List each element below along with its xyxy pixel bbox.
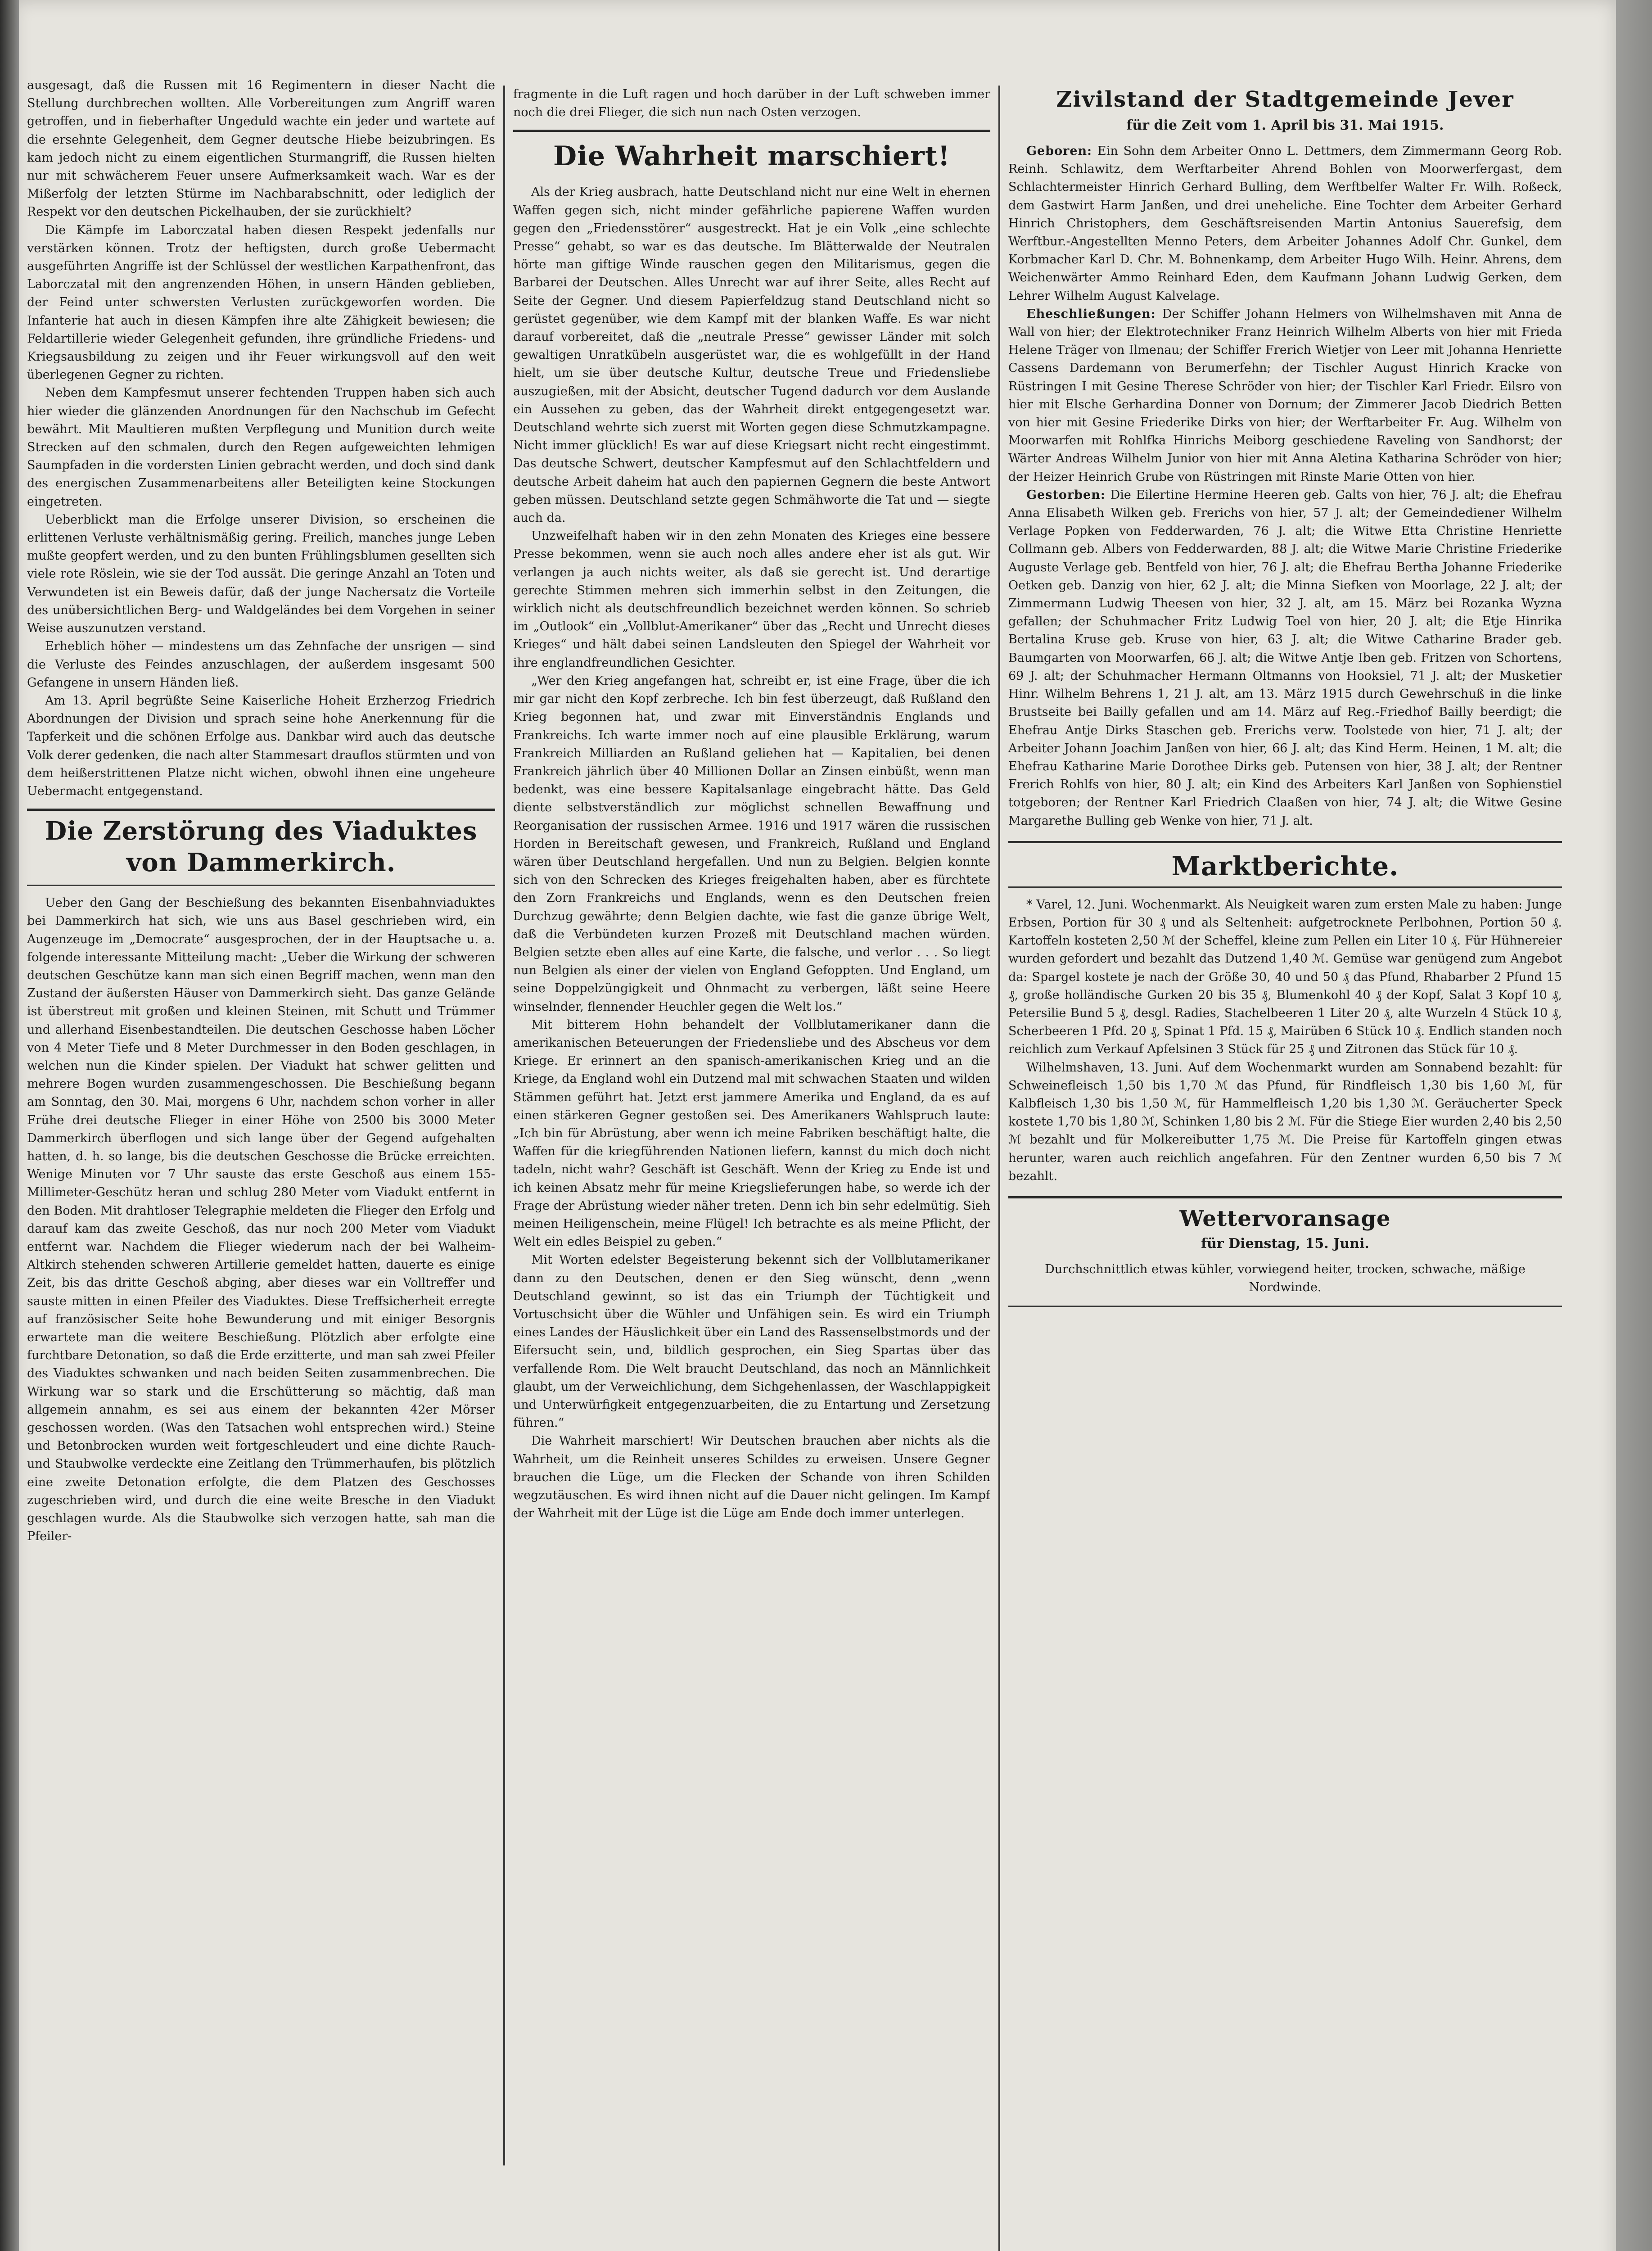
- wetter-text: Durchschnittlich etwas kühler, vorwiegend heiter, trocken, schwache, mäßige Nordwinde.: [1045, 1262, 1526, 1295]
- section-divider: [1008, 1196, 1562, 1198]
- markt-wilhelmshaven: Wilhelmshaven, 13. Juni. Auf dem Wochenmarkt wurden am Sonnabend bezahlt: für Schweinefleisch 1,50 bis 1,70 ℳ das Pfund, für Rindfleisch 1,30 bis 1,60 ℳ, für Kalbfleisch 1,30 bis 1,50 ℳ, für Hammelfleisch 1,20 bis 1,30 ℳ. Geräucherter Speck kostete 1,70 bis 1,80 ℳ, Schinken 1,80 bis 2 ℳ. Für die Stiege Eier wurden 2,40 bis 2,50 ℳ bezahlt und für Molkereibutter 1,75 ℳ. Die Preise für Kartoffeln gingen etwas herunter, waren auch reichlich angefahren. Für den Zentner wurden 6,50 bis 7 ℳ bezahlt.: [1008, 1060, 1562, 1183]
- article-paragraph: „Wer den Krieg angefangen hat, schreibt er, ist eine Frage, über die ich mir gar nicht den Kopf zerbreche. Ich bin fest überzeugt, daß Rußland den Krieg begonnen hat, und zwar mit Einverständnis Englands und Frankreichs. Ich warte immer noch auf eine plausible Erklärung, warum Frankreich Milliarden an Rußland geliehen hat — Kapitalien, bei denen Frankreich jährlich über 40 Millionen Dollar an Zinsen einbüßt, wenn man bedenkt, was eine bessere Kapitalsanlage eingebracht hätte. Das Geld diente selbstverständlich zur möglichst schnellen Bewaffnung und Reorganisation der russischen Armee. 1916 und 1917 wären die russischen Horden in Bereitschaft gewesen, und Frankreich, Rußland und England wären über Deutschland hergefallen. Und nun zu Belgien. Belgien konnte sich von den Schrecken des Krieges freigehalten haben, aber es fürchtete den Zorn Frankreichs und Englands, wenn es den Deutschen freien Durchzug gewährte; denn Belgien dachte, wie fast die ganze übrige Welt, daß die Verbündeten kurzen Prozeß mit Deutschland machen würden. Belgien setzte eben alles auf eine Karte, die falsche, und verlor . . . So liegt nun Belgien als einer der vielen von England Gefoppten. Und England, um seine Doppelzüngigkeit und Ohnmacht zu verbergen, läßt seine Heere winselnder, flennender Heuchler gegen die Welt los.“: [513, 673, 990, 1014]
- label-geboren: Geboren:: [1026, 144, 1092, 158]
- article-paragraph: fragmente in die Luft ragen und hoch darüber in der Luft schweben immer noch die drei Flieger, die sich nun nach Osten verzogen.: [513, 87, 990, 120]
- eheschliessungen-text: Der Schiffer Johann Helmers von Wilhelmshaven mit Anna de Wall von hier; der Elektrotechniker Franz Heinrich Wilhelm Alberts von hier mit Frieda Helene Träger von Ilmenau; der Schiffer Frerich Wietjer von Leer mit Johanna Henriette Cassens Dardemann von Berumerfehn; der Tischler August Hinrich Kracke von Rüstringen I mit Gesine Therese Schröder von hier; der Tischler Karl Friedr. Eilsro von hier mit Elsche Gerhardina Donner von Dornum; der Zimmerer Jacob Diedrich Betten von hier mit Gesine Friederike Dirks von hier; der Werftarbeiter Fr. Aug. Wilhelm von Moorwarfen mit Rohlfka Hinrichs Meiborg geschiedene Raveling von Sandhorst; der Wärter Andreas Wilhelm Junior von hier mit Anna Aletina Katharina Schröder von hier; der Heizer Heinrich Grube von Rüstringen mit Rinste Marie Otten von hier.: [1008, 307, 1562, 484]
- article-paragraph: Mit Worten edelster Begeisterung bekennt sich der Vollblutamerikaner dann zu den Deutschen, denen er den Sieg wünscht, denn „wenn Deutschland gewinnt, so ist das ein Triumph der Tüchtigkeit und Vortuschsicht über die Wühler und Unfähigen sein. Es wird ein Triumph eines Landes der Häuslichkeit über ein Land des Rassenselbstmords und der Eifersucht sein, und, bildlich gesprochen, ein Sieg Spartas über das verfallende Rom. Die Welt braucht Deutschland, das noch an Männlichkeit glaubt, um der Verweichlichung, dem Sichgehenlassen, der Waschlappigkeit und Unterwürfigkeit entgegenzuarbeiten, die zu Entartung und Zersetzung führen.“: [513, 1253, 990, 1430]
- headline-underline: [27, 885, 495, 886]
- headline-wahrheit: Die Wahrheit marschiert!: [553, 140, 950, 172]
- article-paragraph: Ueber den Gang der Beschießung des bekannten Eisenbahnviaduktes bei Dammerkirch hat sich, wie uns aus Basel geschrieben wird, ein Augenzeuge im „Democrate“ ausgesprochen, der in der Hauptsache u. a. folgende interessante Mitteilung macht: „Ueber die Wirkung der schweren deutschen Geschütze kann man sich einen Begriff machen, wenn man den Zustand der äußersten Häuser von Dammerkirch sieht. Das ganze Gelände ist überstreut mit großen und kleinen Steinen, mit Schutt und Trümmer und allerhand Eisenbestandteilen. Die deutschen Geschosse haben Löcher von 4 Meter Tiefe und 8 Meter Durchmesser in den Boden geschlagen, in welchen nun die Kinder spielen. Der Viadukt hat schwer gelitten und mehrere Bogen wurden zusammengeschossen. Die Beschießung begann am Sonntag, den 30. Mai, morgens 6 Uhr, nachdem schon vorher in aller Frühe drei deutsche Flieger in einer Höhe von 2500 bis 3000 Meter Dammerkirch überflogen und sich lange über der Gegend aufgehalten hatten, d. h. so lange, bis die deutschen Geschosse die Brücke erreichten. Wenige Minuten vor 7 Uhr sauste das erste Geschoß aus einem 155-Millimeter-Geschütz heran und schlug 280 Meter vom Viadukt entfernt in den Boden. Mit drahtloser Telegraphie meldeten die Flieger den Erfolg und darauf kam das zweite Geschoß, das nur noch 200 Meter vom Viadukt entfernt war. Nachdem die Flieger wiederum nach der bei Walheim-Altkirch stehenden schweren Artillerie gemeldet hatten, dauerte es einige Zeit, bis das dritte Geschoß abging, aber dieses war ein Volltreffer und sauste mitten in einen Pfeiler des Viaduktes. Diese Treffsicherheit erregte auf französischer Seite hohe Bewunderung und mit einiger Besorgnis erwartete man die weitere Beschießung. Plötzlich aber erfolgte eine furchtbare Detonation, so daß die Erde erzitterte, und man sah zwei Pfeiler des Viaduktes schwanken und nach beiden Seiten zusammenbrechen. Die Wirkung war so stark und die Erschütterung so mächtig, daß man allgemein annahm, es sei aus einem der bekannten 42er Mörser geschossen worden. (Was den Tatsachen wohl entsprechen wird.) Steine und Betonbrocken wurden weit fortgeschleudert und eine dichte Rauch- und Staubwolke verdeckte eine Zeitlang den Trümmerhaufen, bis plötzlich eine zweite Detonation erfolgte, die dem Platzen des Geschosses zugeschrieben wird, und durch die eine weite Bresche in den Viadukt geschlagen wurde. Als die Staubwolke sich verzogen hatte, sah man die Pfeiler-: [27, 896, 495, 1544]
- column-rule: [503, 86, 505, 2165]
- column-middle: [513, 86, 990, 2251]
- newspaper-page: [14, 0, 1616, 2251]
- article-paragraph: Am 13. April begrüßte Seine Kaiserliche Hoheit Erzherzog Friedrich Abordnungen der Division und sprach seine hohe Anerkennung für die Tapferkeit und die schönen Erfolge aus. Dankbar wird auch das deutsche Volk derer gedenken, die nach alter Stammesart drauflos stürmten und von dem heißerstrittenen Platze nicht wichen, obwohl ihnen eine ungeheure Uebermacht entgegenstand.: [27, 693, 495, 798]
- article-paragraph: Unzweifelhaft haben wir in den zehn Monaten des Krieges eine bessere Presse bekommen, wenn sie auch noch alles andere eher ist als gut. Wir verlangen ja auch nichts weiter, als daß sie gerecht ist. Und derartige gerechte Stimmen mehren sich immerhin selbst in den Zeitungen, die wirklich nicht als deutschfreundlich bezeichnet werden können. So schrieb im „Outlook“ ein „Vollblut-Amerikaner“ über das „Recht und Unrecht dieses Krieges“ und hält dabei seinen Landsleuten den Spiegel der Wahrheit vor ihre englandfreundlichen Gesichter.: [513, 529, 990, 670]
- article-paragraph: Erheblich höher — mindestens um das Zehnfache der unsrigen — sind die Verluste des Feindes anzuschlagen, der außerdem insgesamt 500 Gefangene in unsern Händen ließ.: [27, 639, 495, 690]
- markt-varel: * Varel, 12. Juni. Wochenmarkt. Als Neuigkeit waren zum ersten Male zu haben: Junge Erbsen, Portion für 30 ₰ und als Seltenheit: aufgetrocknete Perlbohnen, Portion 50 ₰. Kartoffeln kosteten 2,50 ℳ der Scheffel, kleine zum Pellen ein Liter 10 ₰. Für Hühnereier wurden gefordert und bezahlt das Dutzend 1,40 ℳ. Gemüse war genügend zum Angebot da: Spargel kostete je nach der Größe 30, 40 und 50 ₰ das Pfund, Rhabarber 2 Pfund 15 ₰, große holländische Gurken 20 bis 35 ₰, Blumenkohl 40 ₰ der Kopf, Salat 3 Kopf 10 ₰, Petersilie Bund 5 ₰, desgl. Radies, Stachelbeeren 1 Liter 20 ₰, alte Wurzeln 4 Stück 10 ₰, Scherbeeren 1 Pfd. 20 ₰, Spinat 1 Pfd. 15 ₰, Mairüben 6 Stück 10 ₰. Endlich standen noch reichlich zum Verkauf Apfelsinen 3 Stück für 25 ₰ und Zitronen das Stück für 10 ₰.: [1008, 897, 1562, 1057]
- book-spine-shadow: [0, 0, 19, 2251]
- article-paragraph: Neben dem Kampfesmut unserer fechtenden Truppen haben sich auch hier wieder die glänzenden Anordnungen für den Nachschub im Gefecht bewährt. Mit Maultieren mußten Verpflegung und Munition durch weite Strecken auf den schmalen, durch den Regen aufgeweichten lehmigen Saumpfaden in die vordersten Linien gebracht werden, und doch sind dank des energischen Zusammenarbeitens aller Beteiligten keine Stockungen eingetreten.: [27, 386, 495, 509]
- geboren-text: Ein Sohn dem Arbeiter Onno L. Dettmers, dem Zimmermann Georg Rob. Reinh. Schlawitz, dem Werftarbeiter Ahrend Bohlen von Moorwerfergast, dem Schlachtermeister Hinrich Gerhard Bulling, dem Werftbelfer Walter Fr. Wilh. Roßeck, dem Gastwirt Harm Janßen, und drei uneheliche. Eine Tochter dem Arbeiter Gerhard Hinrich Christophers, dem Geschäftsreisenden Martin Antonius Sauerefsig, dem Werftbur.-Angestellten Menno Peters, dem Arbeiter Johannes Adolf Chr. Gunkel, dem Korbmacher Karl D. Chr. M. Bohnenkamp, dem Arbeiter Hugo Wilh. Heinr. Ahrens, dem Weichenwärter Ammo Reinhard Eden, dem Kaufmann Johann Ludwig Gerken, dem Lehrer Wilhelm August Kalvelage.: [1008, 144, 1562, 303]
- section-divider: [1008, 1306, 1562, 1307]
- label-eheschliessungen: Eheschließungen:: [1026, 307, 1156, 321]
- label-gestorben: Gestorben:: [1026, 488, 1106, 502]
- headline-wettervoransage: Wettervoransage: [1179, 1206, 1391, 1231]
- gestorben-text: Die Eilertine Hermine Heeren geb. Galts von hier, 76 J. alt; die Ehefrau Anna Elisabeth Wilken geb. Frerichs von hier, 57 J. alt; der Gemeindediener Wilhelm Verlage Popken von Fedderwarden, 76 J. alt; die Witwe Etta Christine Henriette Collmann geb. Albers von Fedderwarden, 88 J. alt; die Witwe Marie Christine Friederike Auguste Verlage geb. Bentfeld von hier, 76 J. alt; die Ehefrau Bertha Johanne Friederike Oetken geb. Danzig von hier, 62 J. alt; die Minna Siefken von Moorlage, 22 J. alt; der Zimmermann Ludwig Theesen von hier, 32 J. alt, am 15. März bei Rozanka Wyzna gefallen; der Schuhmacher Fritz Ludwig Toel von hier, 20 J. alt; die Etje Hinrika Bertalina Kruse geb. Kruse von hier, 63 J. alt; die Witwe Catharine Brader geb. Baumgarten von Moorwarfen, 66 J. alt; die Witwe Antje Iben geb. Fritzen von Schortens, 69 J. alt; der Schuhmacher Hermann Oltmanns von Hooksiel, 71 J. alt; der Musketier Hinr. Wilhelm Behrens 1, 21 J. alt, am 13. März 1915 durch Gewehrschuß in die linke Brustseite bei Bailly gefallen und am 14. März auf Reg.-Friedhof Bailly beerdigt; die Ehefrau Antje Dirks Staschen geb. Frerichs verw. Toolstede von hier, 71 J. alt; der Arbeiter Johann Joachim Janßen von hier, 66 J. alt; das Kind Herm. Heinen, 1 M. alt; die Ehefrau Katharine Marie Dorothee Dirks geb. Putensen von hier, 38 J. alt; der Rentner Frerich Rohlfs von hier, 80 J. alt; ein Kind des Arbeiters Karl Janßen von Sophienstiel totgeboren; der Rentner Karl Friedrich Claaßen von hier, 74 J. alt; die Witwe Gesine Margarethe Bulling geb Wenke von hier, 71 J. alt.: [1008, 488, 1562, 828]
- article-paragraph: Die Kämpfe im Laborczatal haben diesen Respekt jedenfalls nur verstärken können. Trotz der heftigsten, durch große Uebermacht ausgeführten Angriffe ist der Schlüssel der westlichen Karpathenfront, das Laborczatal mit den angrenzenden Höhen, in unsern Händen geblieben, der Feind unter schwersten Verlusten zurückgeworfen worden. Die Infanterie hat auch in diesen Kämpfen ihre alte Zähigkeit bewiesen; die Feldartillerie wieder Gelegenheit gefunden, ihre gründliche Friedens- und Kriegsausbildung zu zeigen und ihr Feuer wirkungsvoll auf den weit überlegenen Gegner zu richten.: [27, 223, 495, 382]
- article-paragraph: Als der Krieg ausbrach, hatte Deutschland nicht nur eine Welt in ehernen Waffen gegen sich, nicht minder gefährliche papierene Waffen wurden gegen den „Friedensstörer“ ausgestreckt. Hat je ein Volk „eine schlechte Presse“ gehabt, so war es das deutsche. Im Blätterwalde der Neutralen hörte man giftige Winde rauschen gegen den Militarismus, gegen die Barbarei der Deutschen. Alles Unrecht war auf ihrer Seite, alles Recht auf Seite der Gegner. Und diesem Papierfeldzug stand Deutschland nicht so gerüstet gegenüber, wie dem Kampf mit der blanken Waffe. Es war nicht darauf vorbereitet, daß die „neutrale Presse“ gewisser Länder mit solch gewaltigen Unratkübeln ausgerüstet war, die es wohlgefüllt in der Hand hielt, um sie über deutsche Kultur, deutsche Treue und Friedensliebe auszugießen, mit der Absicht, deutscher Tugend dadurch vor dem Auslande ein Aussehen zu geben, das der Wahrheit direkt entgegengesetzt war. Deutschland wehrte sich zuerst mit Worten gegen diese Schmutzkampagne. Nicht immer glücklich! Es war auf diese Kriegsart nicht recht eingestimmt. Das deutsche Schwert, deutscher Kampfesmut auf den Schlachtfeldern und deutsche Arbeit daheim hat auch den papiernen Gegnern die beste Antwort geben müssen. Deutschland setzte gegen Schmähworte die Tat und — siegte auch da.: [513, 185, 990, 525]
- column-left: [27, 77, 495, 2251]
- headline-underline: [1008, 886, 1562, 888]
- scan-margin: [1616, 0, 1652, 2251]
- zivilstand-subhead: für die Zeit vom 1. April bis 31. Mai 1915.: [1126, 118, 1444, 133]
- column-right: [1008, 86, 1562, 2251]
- section-divider: [513, 130, 990, 132]
- section-divider: [27, 809, 495, 811]
- wetter-subhead: für Dienstag, 15. Juni.: [1201, 1235, 1369, 1252]
- article-paragraph: Ueberblickt man die Erfolge unserer Division, so erscheinen die erlittenen Verluste verhältnismäßig gering. Freilich, manches junge Leben mußte geopfert werden, und zu den bunten Frühlingsblumen gesellten sich viele rote Röslein, wie sie der Tod aussät. Die geringe Anzahl an Toten und Verwundeten ist ein Beweis dafür, daß der junge Nachersatz die Vorteile des unübersichtlichen Berg- und Waldgeländes bei dem Vorgehen in seiner Weise auszunutzen verstand.: [27, 512, 495, 636]
- article-paragraph: Mit bitterem Hohn behandelt der Vollblutamerikaner dann die amerikanischen Beteuerungen der Friedensliebe und des Abscheus vor dem Kriege. Er erinnert an den spanisch-amerikanischen Krieg und an die Kriege, da England wohl ein Dutzend mal mit schwachen Staaten und wilden Stämmen geführt hat. Jetzt erst jammere Amerika und England, da es auf einen stärkeren Gegner gestoßen sei. Des Amerikaners Wahlspruch laute: „Ich bin für Abrüstung, aber wenn ich meine Fabriken beschäftigt halte, die Waffen für die kriegführenden Nationen liefern, kannst du mich doch nicht tadeln, nicht wahr? Geschäft ist Geschäft. Wenn der Krieg zu Ende ist und ich keinen Absatz mehr für meine Kriegslieferungen habe, so werde ich der Frage der Abrüstung wieder näher treten. Denn ich bin sehr edelmütig. Sieh meinen Heiligenschein, meine Flügel! Ich betrachte es als meine Pflicht, der Welt ein edles Beispiel zu geben.“: [513, 1017, 990, 1249]
- article-paragraph: ausgesagt, daß die Russen mit 16 Regimentern in dieser Nacht die Stellung durchbrechen wollten. Alle Vorbereitungen zum Angriff waren getroffen, und in fieberhafter Ungeduld wachte ein jeder und wartete auf die ersehnte Gelegenheit, dem Gegner deutsche Hiebe beizubringen. Es kam jedoch nicht zu einem eigentlichen Sturmangriff, die Russen hielten nur mit schwächerem Feuer unsere Aufmerksamkeit wach. War es der Mißerfolg der letzten Stürme im Nachbarabschnitt, oder lediglich der Respekt vor den deutschen Pickelhauben, der sie zurückhielt?: [27, 78, 495, 219]
- column-rule: [998, 86, 1000, 2251]
- headline-marktberichte: Marktberichte.: [1171, 850, 1399, 881]
- headline-zivilstand: Zivilstand der Stadtgemeinde Jever: [1056, 87, 1514, 112]
- section-divider: [1008, 841, 1562, 843]
- headline-viadukt: Die Zerstörung des Viaduktes von Dammerkirch.: [45, 816, 478, 878]
- article-paragraph: Die Wahrheit marschiert! Wir Deutschen brauchen aber nichts als die Wahrheit, um die Reinheit unseres Schildes zu erweisen. Unsere Gegner brauchen die Lüge, um die Flecken der Schande von ihren Schilden wegzutäuschen. Es wird ihnen nicht auf die Dauer nicht gelingen. Im Kampf der Wahrheit mit der Lüge ist die Lüge am Ende doch immer unterlegen.: [513, 1434, 990, 1521]
